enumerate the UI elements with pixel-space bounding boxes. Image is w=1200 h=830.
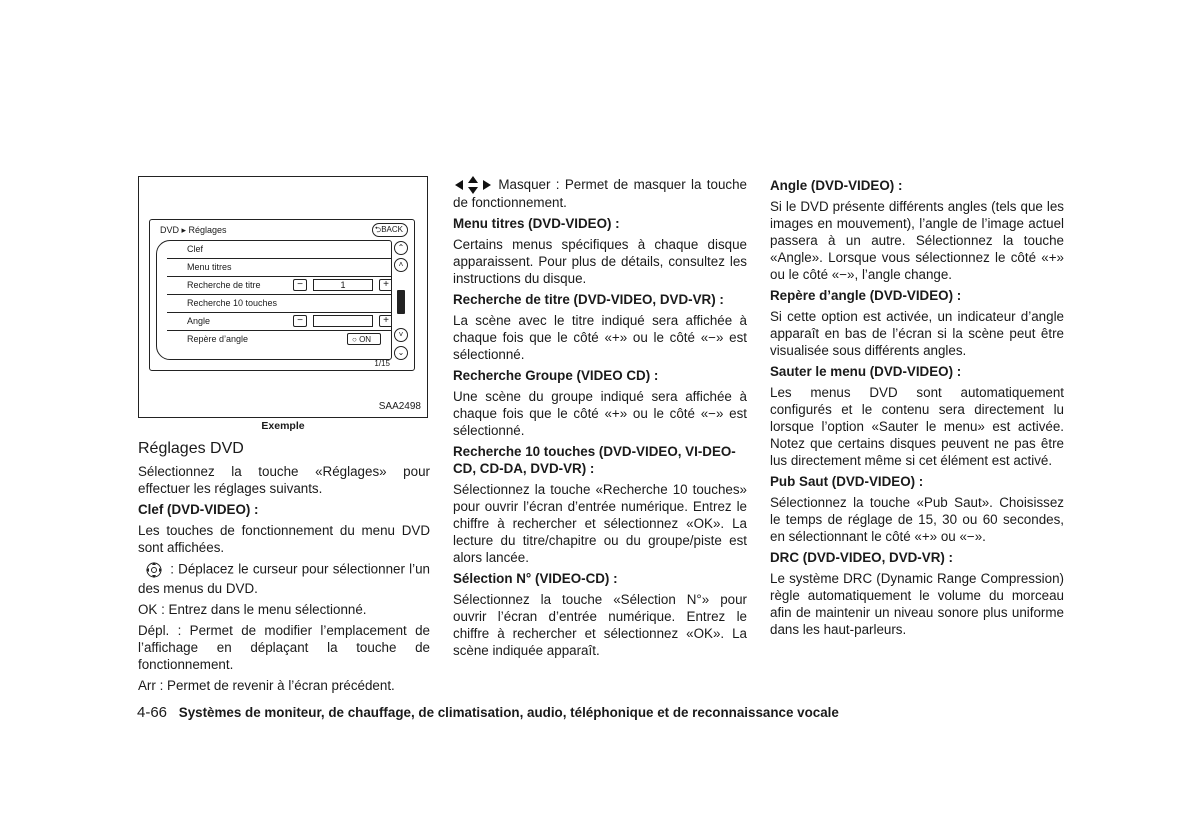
column-1 bbox=[138, 440, 430, 698]
figure-code: SAA2498 bbox=[378, 401, 421, 412]
paragraph: Sélectionnez la touche «Réglages» pour effectuer les réglages suivants. bbox=[138, 464, 430, 496]
page-footer bbox=[137, 704, 839, 721]
subheading: Sauter le menu (DVD-VIDEO) : bbox=[770, 364, 962, 379]
subheading: Angle (DVD-VIDEO) : bbox=[770, 178, 903, 193]
list-item: Menu titres bbox=[167, 259, 391, 277]
stepper-value: 1 bbox=[313, 279, 373, 291]
column-2 bbox=[453, 176, 747, 663]
paragraph: Si cette option est activée, un indicateur d’angle apparaît en bas de l’écran si la scène peut être visualisée sous différents angles. bbox=[770, 309, 1064, 358]
subheading: Recherche Groupe (VIDEO CD) : bbox=[453, 368, 659, 384]
paragraph: Dépl. : Permet de modifier l’emplacement de l’affichage en déplaçant la touche de fonctionnement. bbox=[138, 623, 430, 672]
paragraph: Le système DRC (Dynamic Range Compression) règle automatiquement le volume du morceau afin de maintenir un niveau sonore plus uniforme dans les haut-parleurs. bbox=[770, 571, 1064, 637]
subheading: Sélection N° (VIDEO-CD) : bbox=[453, 571, 618, 587]
footer-title: Systèmes de moniteur, de chauffage, de climatisation, audio, téléphonique et de reconnaissance vocale bbox=[178, 705, 839, 720]
paragraph: La scène avec le titre indiqué sera affichée à chaque fois que le côté «+» ou le côté «−» est sélectionné. bbox=[453, 313, 747, 363]
toggle-indicator: ○ ON bbox=[347, 333, 381, 345]
subheading: Clef (DVD-VIDEO) : bbox=[138, 502, 259, 517]
minus-icon: − bbox=[293, 315, 307, 327]
settings-list bbox=[156, 240, 392, 360]
scroll-top-icon: ⌃ bbox=[394, 241, 408, 255]
paragraph: Si le DVD présente différents angles (tels que les images en mouvement), l’angle de l’image actuel passera à un autre. Sélectionnez la touche «Angle». Lorsque vous sélectionnez le côté «+» ou le côté «−», l’angle change. bbox=[770, 199, 1064, 282]
angle-stepper bbox=[293, 315, 392, 328]
paragraph: OK : Entrez dans le menu sélectionné. bbox=[138, 602, 367, 617]
paragraph: Les touches de fonctionnement du menu DVD sont affichées. bbox=[138, 523, 430, 555]
dvd-settings-screen bbox=[149, 219, 415, 371]
page-number: 4-66 bbox=[137, 704, 168, 721]
column-3 bbox=[770, 177, 1064, 642]
paragraph: Les menus DVD sont automatiquement configurés et le contenu sera directement lu lorsque l’option «Sauter le menu» est activée. Notez que certains disques peuvent ne pas être lus directement même si cet élément est activé. bbox=[770, 385, 1064, 468]
list-item: Recherche 10 touches bbox=[167, 295, 391, 313]
page-indicator: 1/15 bbox=[374, 359, 390, 368]
paragraph: : Déplacez le curseur pour sélectionner l’un des menus du DVD. bbox=[138, 561, 430, 596]
back-arrow-icon: ⮌ bbox=[374, 225, 382, 234]
cursor-pad-icon bbox=[138, 560, 166, 580]
scroll-controls bbox=[394, 243, 410, 360]
paragraph: Arr : Permet de revenir à l’écran précédent. bbox=[138, 678, 395, 693]
paragraph: Masquer : Permet de masquer la touche de fonctionnement. bbox=[453, 177, 747, 211]
subheading: Pub Saut (DVD-VIDEO) : bbox=[770, 474, 924, 489]
subheading: DRC (DVD-VIDEO, DVD-VR) : bbox=[770, 550, 954, 565]
title-stepper bbox=[293, 279, 392, 292]
figure-caption: Exemple bbox=[261, 420, 305, 432]
paragraph: Certains menus spécifiques à chaque disque apparaissent. Pour plus de détails, consultez les instructions du disque. bbox=[453, 237, 747, 287]
minus-icon: − bbox=[293, 279, 307, 291]
paragraph: Une scène du groupe indiqué sera affichée à chaque fois que le côté «+» ou le côté «−» est sélectionné. bbox=[453, 389, 747, 439]
subheading: Menu titres (DVD-VIDEO) : bbox=[453, 216, 620, 232]
scroll-down-icon: ˅ bbox=[394, 328, 408, 342]
section-title: Réglages DVD bbox=[138, 440, 244, 457]
list-item: Angle − + bbox=[167, 313, 391, 331]
subheading: Recherche 10 touches (DVD-VIDEO, VI-DEO-CD, CD-DA, DVD-VR) : bbox=[453, 444, 736, 477]
scroll-bottom-icon: ⌄ bbox=[394, 346, 408, 360]
subheading: Recherche de titre (DVD-VIDEO, DVD-VR) : bbox=[453, 292, 724, 308]
scroll-up-icon: ˄ bbox=[394, 258, 408, 272]
list-item: Clef bbox=[167, 241, 391, 259]
scrollbar-thumb bbox=[397, 290, 405, 314]
back-button: ⮌BACK bbox=[372, 223, 408, 237]
paragraph: Sélectionnez la touche «Recherche 10 touches» pour ouvrir l’écran d’entrée numérique. Entrez le chiffre à rechercher et sélectionnez «OK». La lecture du titre/chapitre ou du groupe/piste est alors lancée. bbox=[453, 482, 747, 566]
list-item: Repère d’angle ○ ON bbox=[167, 331, 391, 349]
move-arrows-icon bbox=[453, 176, 493, 194]
paragraph: Sélectionnez la touche «Sélection N°» pour ouvrir l’écran d’entrée numérique. Entrez le chiffre à rechercher et sélectionnez «OK». La scène indiquée apparaît. bbox=[453, 592, 747, 659]
plus-icon: + bbox=[379, 315, 392, 327]
paragraph: Sélectionnez la touche «Pub Saut». Choisissez le temps de réglage de 15, 30 ou 60 secondes, en sélectionnant le côté «+» ou «−». bbox=[770, 495, 1064, 544]
subheading: Repère d’angle (DVD-VIDEO) : bbox=[770, 288, 962, 303]
screen-header: DVD ▸ Réglages bbox=[160, 225, 227, 235]
example-figure bbox=[138, 176, 428, 418]
stepper-value bbox=[313, 315, 373, 327]
list-item: Recherche de titre − 1 + bbox=[167, 277, 391, 295]
plus-icon: + bbox=[379, 279, 392, 291]
